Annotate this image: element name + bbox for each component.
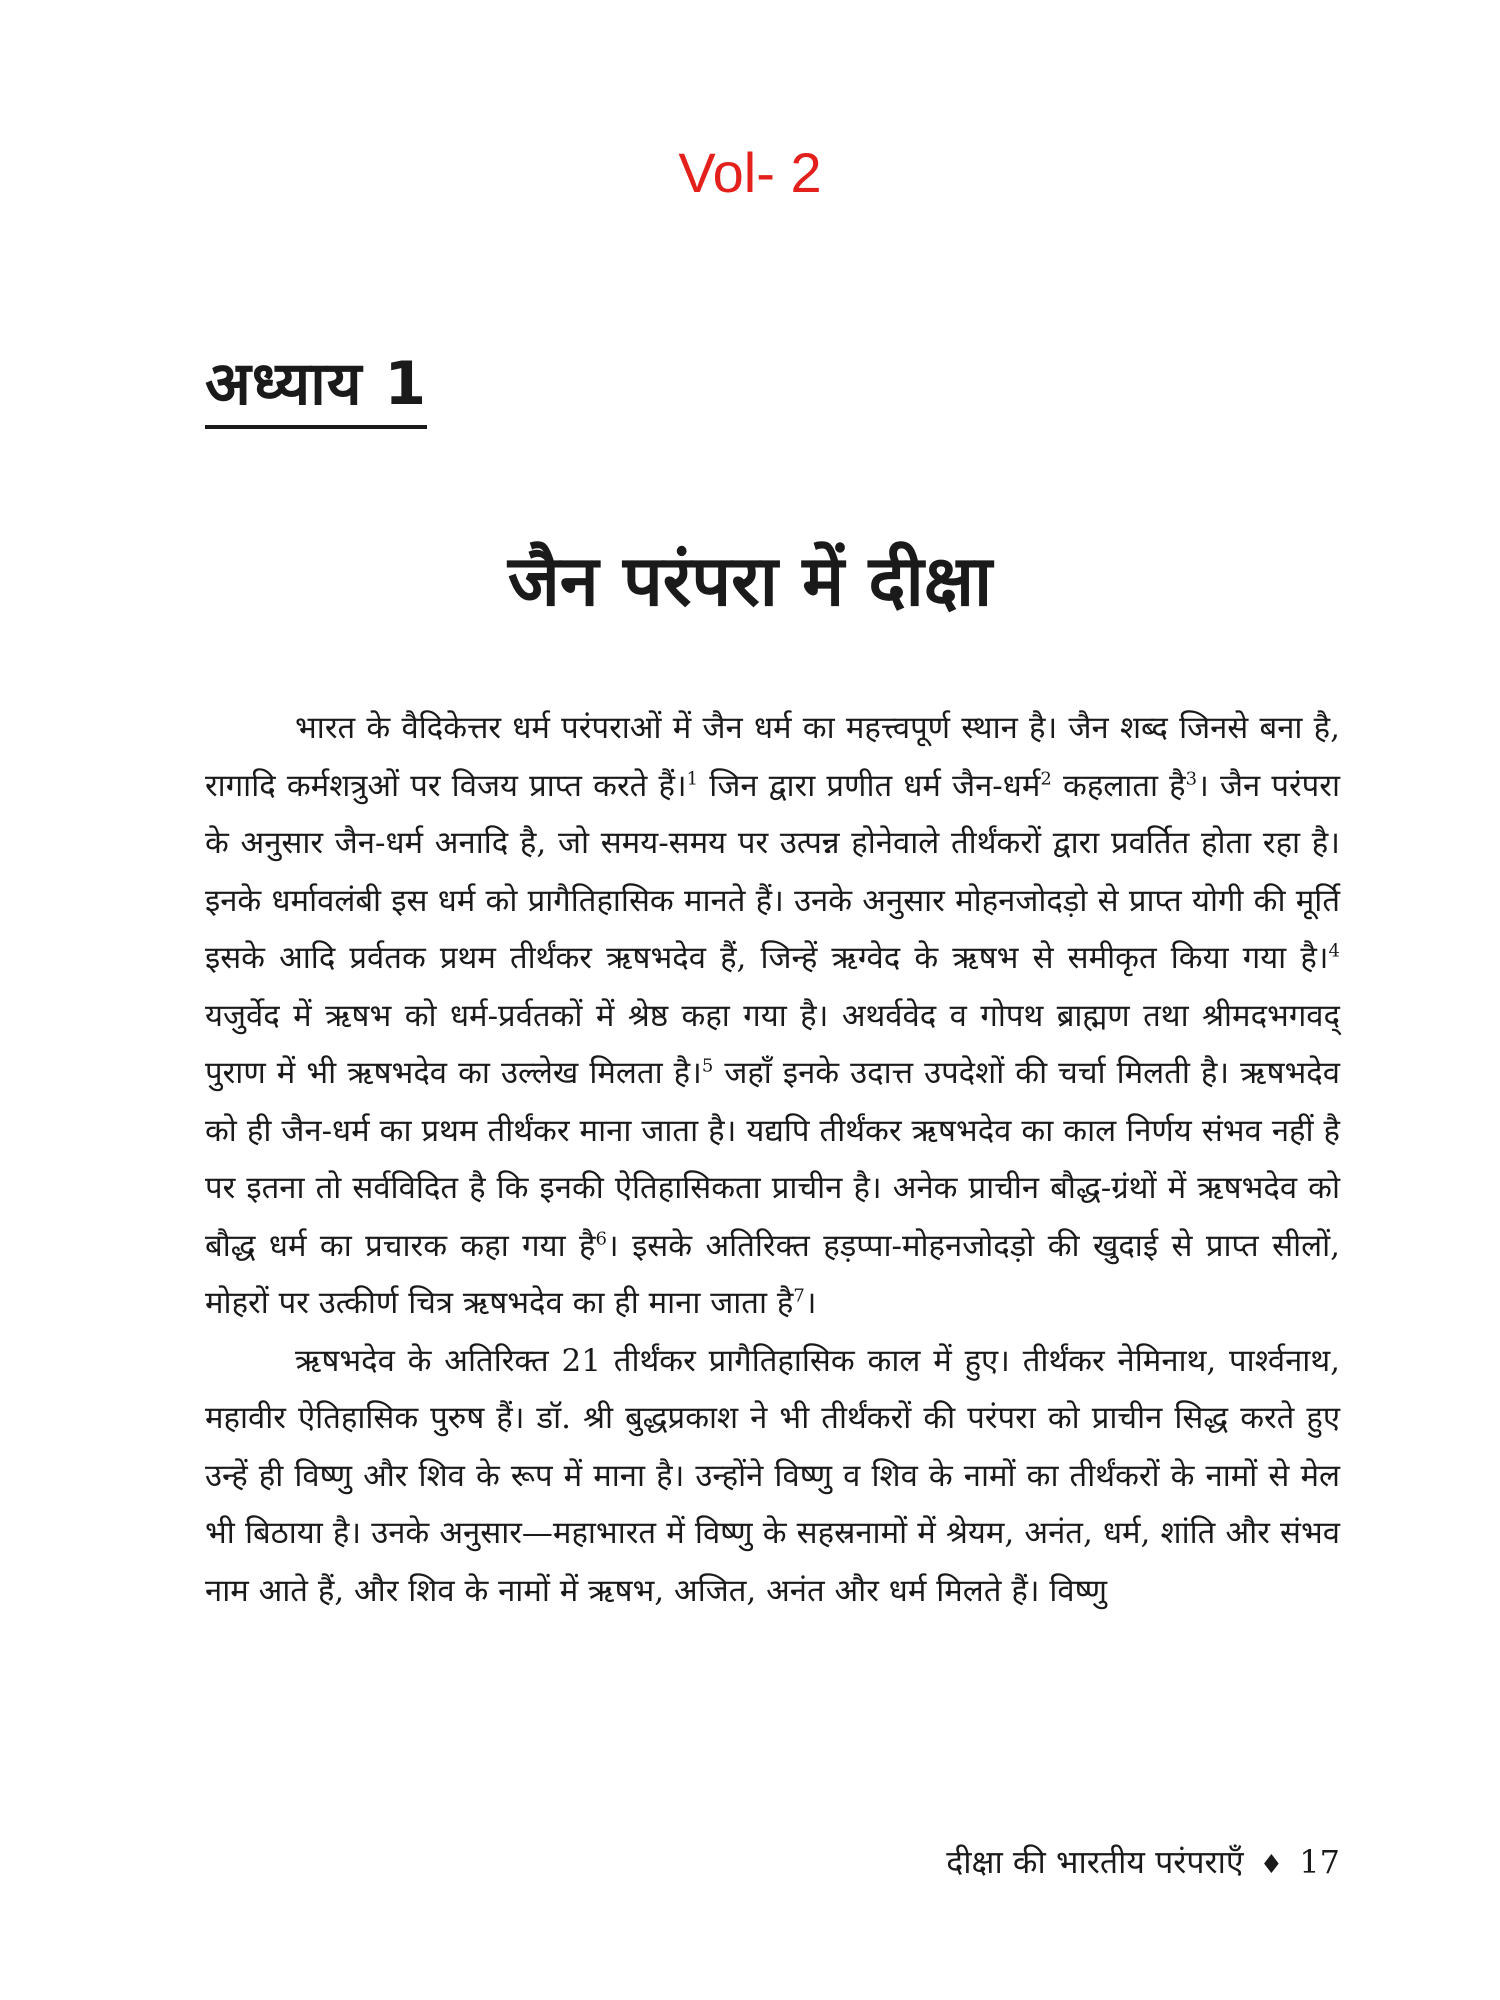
body-paragraph — [205, 1333, 1340, 1621]
volume-label: Vol- 2 — [678, 141, 822, 204]
footnote-marker: 7 — [793, 1285, 805, 1307]
chapter-number-heading: अध्याय 1 — [205, 350, 427, 429]
diamond-separator-icon: ♦ — [1259, 1850, 1284, 1880]
page-footer — [946, 1840, 1340, 1883]
running-title: दीक्षा की भारतीय परंपराएँ — [946, 1843, 1244, 1881]
footnote-marker: 2 — [1040, 768, 1052, 790]
paragraph-text: । — [804, 1285, 817, 1321]
footnote-marker: 5 — [701, 1055, 714, 1077]
body-text — [205, 700, 1340, 1620]
paragraph-text: जिन द्वारा प्रणीत धर्म जैन-धर्म — [698, 767, 1041, 804]
footnote-marker: 1 — [686, 768, 699, 790]
chapter-title: जैन परंपरा में दीक्षा — [507, 540, 993, 622]
paragraph-text: भारत के वैदिकेत्तर धर्म परंपराओं में जैन धर्म का महत्त्वपूर्ण स्थान है। जैन शब्द जिनसे बना है, रागादि कर्मशत्रुओं पर विजय प्राप्त करते हैं। — [205, 710, 1340, 804]
paragraph-text: । इसके अतिरिक्त हड़प्पा-मोहनजोदड़ो की खुदाई से प्राप्त सीलों, मोहरों पर उत्कीर्ण चित्र ऋषभदेव का ही माना जाता है — [205, 1227, 1340, 1321]
footnote-marker: 4 — [1328, 940, 1340, 962]
paragraph-text: जहाँ इनके उदात्त उपदेशों की चर्चा मिलती है। ऋषभदेव को ही जैन-धर्म का प्रथम तीर्थंकर माना जाता है। यद्यपि तीर्थंकर ऋषभदेव का काल निर्णय संभव नहीं है पर इतना तो सर्वविदित है कि इनकी ऐतिहासिकता प्राचीन है। अनेक प्राचीन बौद्ध-ग्रंथों में ऋषभदेव को बौद्ध धर्म का प्रचारक कहा गया है — [205, 1055, 1340, 1264]
paragraph-text: कहलाता है — [1051, 767, 1186, 804]
paragraph-text: ऋषभदेव के अतिरिक्त 21 तीर्थंकर प्रागैतिहासिक काल में हुए। तीर्थंकर नेमिनाथ, पार्श्वनाथ, महावीर ऐतिहासिक पुरुष हैं। डॉ. श्री बुद्धप्रकाश ने भी तीर्थंकरों की परंपरा को प्राचीन सिद्ध करते हुए उन्हें ही विष्णु और शिव के रूप में माना है। उन्होंने विष्णु व शिव के नामों का तीर्थंकरों के नामों से मेल भी बिठाया है। उनके अनुसार—महाभारत में विष्णु के सहस्रनामों में श्रेयम, अनंत, धर्म, शांति और संभव नाम आते हैं, और शिव के नामों में ऋषभ, अजित, अनंत और धर्म मिलते हैं। विष्णु — [205, 1342, 1340, 1609]
footnote-marker: 6 — [595, 1228, 607, 1250]
footnote-marker: 3 — [1185, 768, 1198, 790]
paragraph-text: । जैन परंपरा के अनुसार जैन-धर्म अनादि है, जो समय-समय पर उत्पन्न होनेवाले तीर्थंकरों द्वारा प्रवर्तित होता रहा है। इनके धर्मावलंबी इस धर्म को प्रागैतिहासिक मानते हैं। उनके अनुसार मोहनजोदड़ो से प्राप्त योगी की मूर्ति इसके आदि प्रर्वतक प्रथम तीर्थंकर ऋषभदेव हैं, जिन्हें ऋग्वेद के ऋषभ से समीकृत किया गया है। — [205, 767, 1340, 976]
page-number: 17 — [1299, 1843, 1340, 1881]
body-paragraph — [205, 700, 1340, 1333]
paragraph-text: यजुर्वेद में ऋषभ को धर्म-प्रर्वतकों में श्रेष्ठ कहा गया है। अथर्ववेद व गोपथ ब्राह्मण तथा श्रीमदभगवद् पुराण में भी ऋषभदेव का उल्लेख मिलता है। — [205, 997, 1340, 1091]
